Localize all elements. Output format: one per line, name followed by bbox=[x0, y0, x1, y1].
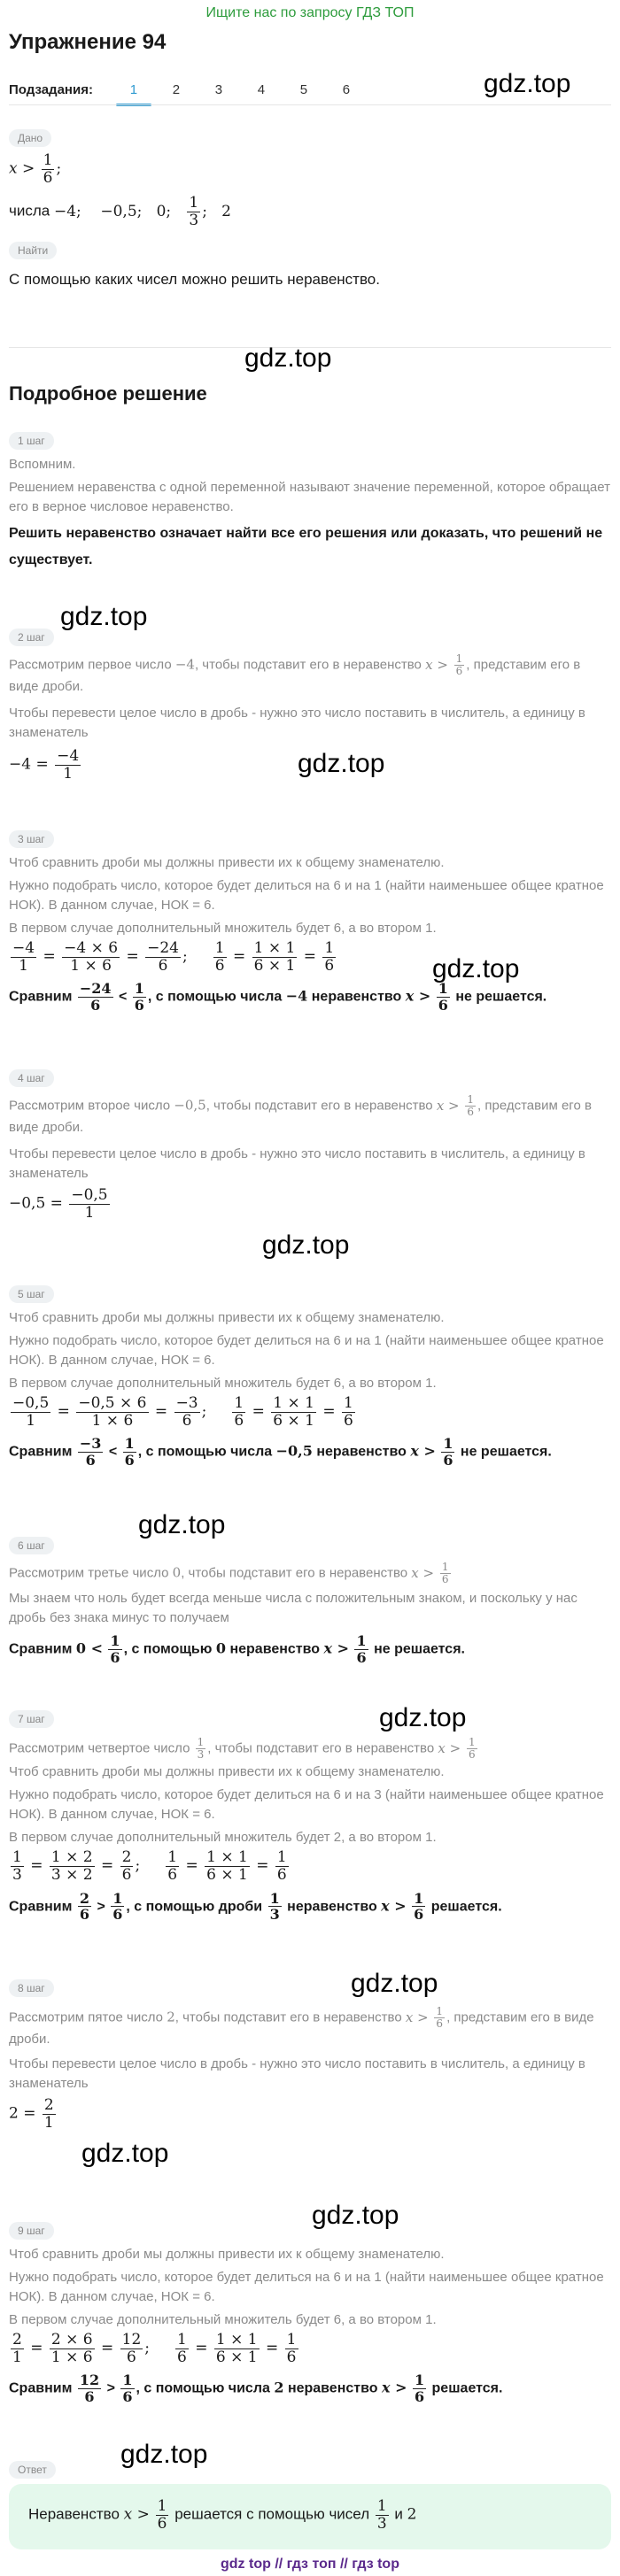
step-8-pill: 8 шаг bbox=[9, 1979, 54, 1997]
step-4 bbox=[9, 1069, 611, 1222]
step-5-formula: $\frac{-0,5}{1}$ = $\frac{-0,5 \times 6}{1 \times 6}$ = $\frac{-3}{6}$ ; $\frac{1}{6}$ = $\frac{1 \times 1}{6 \times 1}$ = $\frac{1}{6}$ bbox=[12, 1394, 353, 1430]
step-5 bbox=[9, 1285, 611, 1469]
step-1-line3: Решить неравенство означает найти все его решения или доказать, что решений не существует. bbox=[9, 526, 603, 567]
page-title: Упражнение 94 bbox=[9, 30, 167, 54]
given-inequality: x > $\frac{1}{6}$ ; bbox=[9, 151, 62, 187]
step-3-lcm: Нужно подобрать число, которое будет делиться на 6 и на 1 (найти наименьшее общее кратное НОК). В данном случае, НОК = 6. bbox=[9, 878, 604, 913]
step-3-formula: $\frac{-4}{1}$ = $\frac{-4 \times 6}{1 \times 6}$ = $\frac{-24}{6}$ ; $\frac{1}{6}$ = $\frac{1 \times 1}{6 \times 1}$ = $\frac{1}{6}$ bbox=[12, 939, 335, 975]
step-8-formula: 2 = $\frac{2}{1}$ bbox=[9, 2096, 54, 2133]
tab-5[interactable]: 5 bbox=[299, 81, 308, 97]
step-7-formula: $\frac{1}{3}$ = $\frac{1 \times 2}{3 \times 2}$ = $\frac{2}{6}$ ; $\frac{1}{6}$ = $\frac{1 \times 1}{6 \times 1}$ = $\frac{1}{6}$ bbox=[12, 1848, 287, 1885]
given-pill: Дано bbox=[9, 129, 51, 147]
step-9-extra: В первом случае дополнительный множитель будет 6, а во втором 1. bbox=[9, 2312, 437, 2327]
step-4-convert: Чтобы перевести целое число в дробь - нужно это число поставить в числитель, а единицу в знаменатель bbox=[9, 1146, 585, 1182]
watermark: gdz.top bbox=[312, 2201, 399, 2230]
step-4-text: Рассмотрим второе число −0,5, чтобы подставит его в неравенство x > $\frac{1}{6}$ , представим его в виде дроби. bbox=[9, 1093, 592, 1136]
step-7 bbox=[9, 1710, 611, 1923]
step-3-pill: 3 шаг bbox=[9, 830, 54, 848]
watermark: gdz.top bbox=[484, 69, 571, 98]
tab-1[interactable]: 1 bbox=[112, 82, 155, 97]
step-6-compare: Сравним 0 < $\frac{1}{6}$ , с помощью 0 неравенство x > $\frac{1}{6}$ не решается. bbox=[9, 1632, 465, 1666]
step-5-lcm: Нужно подобрать число, которое будет делиться на 6 и на 1 (найти наименьшее общее кратное НОК). В данном случае, НОК = 6. bbox=[9, 1333, 604, 1368]
step-4-pill: 4 шаг bbox=[9, 1069, 54, 1087]
step-7-pill: 7 шаг bbox=[9, 1710, 54, 1728]
given-numbers: числа −4; −0,5; 0; $\frac{1}{3}$ ; 2 bbox=[9, 194, 231, 230]
watermark: gdz.top bbox=[379, 1703, 467, 1732]
step-6-note: Мы знаем что ноль будет всегда меньше числа с положительным знаком, и поскольку у нас дробь без знака минус то получаем bbox=[9, 1591, 577, 1626]
watermark: gdz.top bbox=[138, 1510, 226, 1539]
step-9-bring: Чтоб сравнить дроби мы должны привести их к общему знаменателю. bbox=[9, 2247, 445, 2262]
step-9 bbox=[9, 2222, 611, 2405]
step-7-extra: В первом случае дополнительный множитель будет 2, а во втором 1. bbox=[9, 1830, 437, 1846]
step-8 bbox=[9, 1979, 611, 2132]
tab-3[interactable]: 3 bbox=[214, 81, 223, 97]
step-1-pill: 1 шаг bbox=[9, 432, 54, 450]
answer-text: Неравенство x > $\frac{1}{6}$ решается с помощью чисел $\frac{1}{3}$ и 2 bbox=[28, 2497, 417, 2533]
watermark: gdz.top bbox=[244, 343, 332, 373]
step-1 bbox=[9, 432, 611, 574]
step-5-extra: В первом случае дополнительный множитель будет 6, а во втором 1. bbox=[9, 1376, 437, 1391]
tab-6[interactable]: 6 bbox=[342, 81, 351, 97]
watermark: gdz.top bbox=[81, 2139, 169, 2168]
answer-pill-row bbox=[9, 2461, 611, 2479]
find-text: С помощью каких чисел можно решить неравенство. bbox=[9, 270, 380, 288]
watermark: gdz.top bbox=[432, 954, 520, 983]
step-9-pill: 9 шаг bbox=[9, 2222, 54, 2240]
watermark: gdz.top bbox=[262, 1230, 350, 1260]
step-5-compare: Сравним $\frac{-3}{6}$ < $\frac{1}{6}$ , с помощью числа −0,5 неравенство x > $\frac{1}{6}$ не решается. bbox=[9, 1435, 552, 1469]
step-8-convert: Чтобы перевести целое число в дробь - нужно это число поставить в числитель, а единицу в знаменатель bbox=[9, 2056, 585, 2092]
solution-title: Подробное решение bbox=[9, 382, 207, 405]
step-7-compare: Сравним $\frac{2}{6}$ > $\frac{1}{6}$ , с помощью дроби $\frac{1}{3}$ неравенство x > $\frac{1}{6}$ решается. bbox=[9, 1889, 502, 1924]
answer-box bbox=[9, 2484, 611, 2549]
step-5-pill: 5 шаг bbox=[9, 1285, 54, 1303]
step-8-text: Рассмотрим пятое число 2, чтобы подставит его в неравенство x > $\frac{1}{6}$ , представим его в виде дроби. bbox=[9, 2005, 594, 2048]
step-5-bring: Чтоб сравнить дроби мы должны привести их к общему знаменателю. bbox=[9, 1310, 445, 1325]
watermark: gdz.top bbox=[298, 749, 385, 778]
step-9-lcm: Нужно подобрать число, которое будет делиться на 6 и на 1 (найти наименьшее общее кратное НОК). В данном случае, НОК = 6. bbox=[9, 2270, 604, 2304]
step-9-compare: Сравним $\frac{12}{6}$ > $\frac{1}{6}$ , с помощью числа 2 неравенство x > $\frac{1}{6}$ решается. bbox=[9, 2372, 503, 2405]
step-4-formula: −0,5 = $\frac{-0,5}{1}$ bbox=[9, 1186, 108, 1222]
step-2-pill: 2 шаг bbox=[9, 629, 54, 646]
step-7-lcm: Нужно подобрать число, которое будет делиться на 6 и на 3 (найти наименьшее общее кратное НОК). В данном случае, НОК = 6. bbox=[9, 1787, 604, 1823]
step-2-convert: Чтобы перевести целое число в дробь - нужно это число поставить в числитель, а единицу в знаменатель bbox=[9, 706, 585, 741]
step-1-line1: Вспомним. bbox=[9, 457, 76, 472]
step-1-line2: Решением неравенства с одной переменной называют значение переменной, которое обращает его в верное числовое неравенство. bbox=[9, 480, 610, 514]
step-6 bbox=[9, 1537, 611, 1666]
step-7-text: Рассмотрим четвертое число $\frac{1}{3}$ , чтобы подставит его в неравенство x > $\frac{1}{6}$ bbox=[9, 1736, 476, 1762]
subtasks-label: Подзадания: bbox=[9, 81, 93, 97]
step-2-formula: −4 = $\frac{-4}{1}$ bbox=[9, 747, 80, 783]
step-7-bring: Чтоб сравнить дроби мы должны привести их к общему знаменателю. bbox=[9, 1764, 445, 1780]
search-banner[interactable]: Ищите нас по запросу ГДЗ ТОП bbox=[205, 5, 415, 20]
footer-links[interactable]: gdz top // гдз топ // гдз top bbox=[221, 2557, 399, 2572]
watermark: gdz.top bbox=[351, 1969, 438, 1998]
find-pill: Найти bbox=[9, 242, 57, 259]
watermark: gdz.top bbox=[120, 2440, 208, 2469]
tab-4[interactable]: 4 bbox=[257, 81, 266, 97]
step-3-bring: Чтоб сравнить дроби мы должны привести их к общему знаменателю. bbox=[9, 855, 445, 870]
step-2-text: Рассмотрим первое число −4, чтобы подставит его в неравенство x > $\frac{1}{6}$ , представим его в виде дроби. bbox=[9, 652, 581, 695]
step-9-formula: $\frac{2}{1}$ = $\frac{2 \times 6}{1 \times 6}$ = $\frac{12}{6}$ ; $\frac{1}{6}$ = $\frac{1 \times 1}{6 \times 1}$ = $\frac{1}{6}$ bbox=[12, 2331, 297, 2366]
tabs-divider bbox=[9, 104, 611, 105]
answer-pill: Ответ bbox=[9, 2461, 56, 2479]
given-section bbox=[9, 129, 611, 291]
watermark: gdz.top bbox=[60, 602, 148, 631]
step-6-text: Рассмотрим третье число 0, чтобы подставит его в неравенство x > $\frac{1}{6}$ bbox=[9, 1561, 449, 1586]
step-6-pill: 6 шаг bbox=[9, 1537, 54, 1554]
given-numbers-prefix: числа bbox=[9, 203, 50, 220]
step-3-compare: Сравним $\frac{-24}{6}$ < $\frac{1}{6}$ , с помощью числа −4 неравенство x > $\frac{1}{6}$ не решается. bbox=[9, 980, 547, 1014]
step-3 bbox=[9, 830, 611, 1014]
step-3-extra: В первом случае дополнительный множитель будет 6, а во втором 1. bbox=[9, 921, 437, 936]
tab-2[interactable]: 2 bbox=[172, 81, 181, 97]
